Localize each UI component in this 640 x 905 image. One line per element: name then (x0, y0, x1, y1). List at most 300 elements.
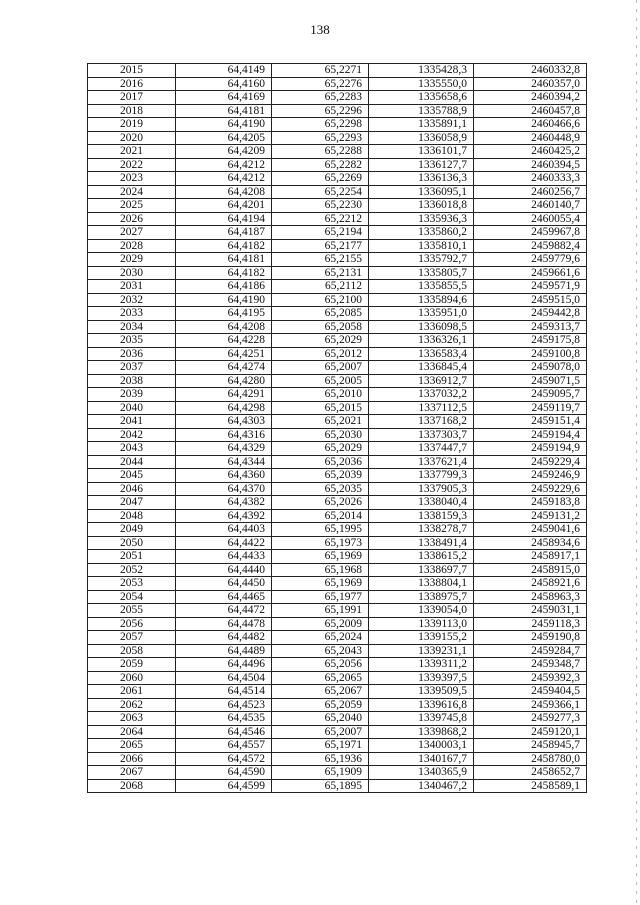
year-cell: 2065 (88, 739, 176, 753)
year-cell: 2045 (88, 469, 176, 483)
value-b-cell: 65,2065 (272, 671, 369, 685)
year-cell: 2021 (88, 145, 176, 159)
year-cell: 2024 (88, 185, 176, 199)
value-b-cell: 65,2030 (272, 428, 369, 442)
table-row (88, 158, 587, 172)
value-d-cell: 2458945,7 (474, 739, 587, 753)
value-c-cell: 1338615,2 (369, 550, 474, 564)
value-d-cell: 2459246,9 (474, 469, 587, 483)
value-c-cell: 1337303,7 (369, 428, 474, 442)
value-b-cell: 65,2283 (272, 91, 369, 105)
year-cell: 2016 (88, 77, 176, 91)
value-b-cell: 65,1995 (272, 523, 369, 537)
value-d-cell: 2459041,6 (474, 523, 587, 537)
value-a-cell: 64,4149 (176, 64, 272, 78)
value-a-cell: 64,4392 (176, 509, 272, 523)
value-b-cell: 65,2177 (272, 239, 369, 253)
value-c-cell: 1340467,2 (369, 779, 474, 793)
value-d-cell: 2459515,0 (474, 293, 587, 307)
value-a-cell: 64,4557 (176, 739, 272, 753)
table-row (88, 266, 587, 280)
year-cell: 2050 (88, 536, 176, 550)
value-c-cell: 1335936,3 (369, 212, 474, 226)
value-d-cell: 2460466,6 (474, 118, 587, 132)
year-cell: 2054 (88, 590, 176, 604)
value-c-cell: 1338278,7 (369, 523, 474, 537)
value-b-cell: 65,2059 (272, 698, 369, 712)
value-c-cell: 1338804,1 (369, 577, 474, 591)
year-cell: 2031 (88, 280, 176, 294)
value-c-cell: 1337447,7 (369, 442, 474, 456)
value-a-cell: 64,4535 (176, 712, 272, 726)
year-cell: 2030 (88, 266, 176, 280)
value-a-cell: 64,4514 (176, 685, 272, 699)
value-a-cell: 64,4274 (176, 361, 272, 375)
value-d-cell: 2459194,9 (474, 442, 587, 456)
value-b-cell: 65,2029 (272, 334, 369, 348)
value-a-cell: 64,4572 (176, 752, 272, 766)
value-d-cell: 2459277,3 (474, 712, 587, 726)
value-d-cell: 2460332,8 (474, 64, 587, 78)
value-d-cell: 2458589,1 (474, 779, 587, 793)
year-cell: 2040 (88, 401, 176, 415)
value-a-cell: 64,4433 (176, 550, 272, 564)
value-a-cell: 64,4205 (176, 131, 272, 145)
value-b-cell: 65,2040 (272, 712, 369, 726)
value-b-cell: 65,2026 (272, 496, 369, 510)
value-a-cell: 64,4194 (176, 212, 272, 226)
value-a-cell: 64,4422 (176, 536, 272, 550)
value-a-cell: 64,4440 (176, 563, 272, 577)
value-a-cell: 64,4182 (176, 266, 272, 280)
value-b-cell: 65,1909 (272, 766, 369, 780)
year-cell: 2015 (88, 64, 176, 78)
table-row (88, 631, 587, 645)
year-cell: 2056 (88, 617, 176, 631)
page-number: 138 (310, 22, 330, 37)
value-a-cell: 64,4181 (176, 253, 272, 267)
value-b-cell: 65,1991 (272, 604, 369, 618)
value-a-cell: 64,4450 (176, 577, 272, 591)
table-row (88, 644, 587, 658)
table-row (88, 536, 587, 550)
value-c-cell: 1340365,9 (369, 766, 474, 780)
value-b-cell: 65,2067 (272, 685, 369, 699)
value-d-cell: 2459442,8 (474, 307, 587, 321)
table-row (88, 185, 587, 199)
value-a-cell: 64,4209 (176, 145, 272, 159)
value-d-cell: 2460394,5 (474, 158, 587, 172)
value-c-cell: 1336101,7 (369, 145, 474, 159)
table-row (88, 577, 587, 591)
value-d-cell: 2460256,7 (474, 185, 587, 199)
year-cell: 2017 (88, 91, 176, 105)
value-a-cell: 64,4316 (176, 428, 272, 442)
value-b-cell: 65,2269 (272, 172, 369, 186)
year-cell: 2063 (88, 712, 176, 726)
value-b-cell: 65,2276 (272, 77, 369, 91)
table-row (88, 293, 587, 307)
year-cell: 2039 (88, 388, 176, 402)
value-d-cell: 2459095,7 (474, 388, 587, 402)
value-d-cell: 2460425,2 (474, 145, 587, 159)
value-a-cell: 64,4329 (176, 442, 272, 456)
value-c-cell: 1337168,2 (369, 415, 474, 429)
value-c-cell: 1335428,3 (369, 64, 474, 78)
table-row (88, 118, 587, 132)
year-cell: 2061 (88, 685, 176, 699)
table-row (88, 455, 587, 469)
year-cell: 2026 (88, 212, 176, 226)
value-a-cell: 64,4228 (176, 334, 272, 348)
table-row (88, 172, 587, 186)
year-cell: 2028 (88, 239, 176, 253)
table-row (88, 604, 587, 618)
value-d-cell: 2459313,7 (474, 320, 587, 334)
value-b-cell: 65,2131 (272, 266, 369, 280)
year-cell: 2035 (88, 334, 176, 348)
value-d-cell: 2459151,4 (474, 415, 587, 429)
value-b-cell: 65,2009 (272, 617, 369, 631)
value-b-cell: 65,2194 (272, 226, 369, 240)
table-row (88, 361, 587, 375)
value-b-cell: 65,2271 (272, 64, 369, 78)
year-cell: 2062 (88, 698, 176, 712)
value-c-cell: 1339509,5 (369, 685, 474, 699)
table-row (88, 64, 587, 78)
year-cell: 2060 (88, 671, 176, 685)
table-row (88, 334, 587, 348)
table-row (88, 91, 587, 105)
value-d-cell: 2459131,2 (474, 509, 587, 523)
value-a-cell: 64,4291 (176, 388, 272, 402)
value-d-cell: 2459175,8 (474, 334, 587, 348)
value-b-cell: 65,1971 (272, 739, 369, 753)
table-row (88, 590, 587, 604)
value-d-cell: 2459194,4 (474, 428, 587, 442)
value-a-cell: 64,4212 (176, 158, 272, 172)
value-a-cell: 64,4169 (176, 91, 272, 105)
value-c-cell: 1337112,5 (369, 401, 474, 415)
value-c-cell: 1339231,1 (369, 644, 474, 658)
value-a-cell: 64,4504 (176, 671, 272, 685)
value-b-cell: 65,2212 (272, 212, 369, 226)
value-d-cell: 2460140,7 (474, 199, 587, 213)
year-cell: 2058 (88, 644, 176, 658)
value-c-cell: 1335550,0 (369, 77, 474, 91)
value-c-cell: 1336912,7 (369, 374, 474, 388)
year-cell: 2027 (88, 226, 176, 240)
table-row (88, 374, 587, 388)
value-b-cell: 65,2293 (272, 131, 369, 145)
value-a-cell: 64,4465 (176, 590, 272, 604)
value-b-cell: 65,2100 (272, 293, 369, 307)
value-b-cell: 65,2007 (272, 725, 369, 739)
value-c-cell: 1335951,0 (369, 307, 474, 321)
table-body (88, 64, 587, 793)
value-c-cell: 1337032,2 (369, 388, 474, 402)
value-d-cell: 2458921,6 (474, 577, 587, 591)
value-d-cell: 2458915,0 (474, 563, 587, 577)
value-a-cell: 64,4190 (176, 118, 272, 132)
value-a-cell: 64,4303 (176, 415, 272, 429)
value-d-cell: 2459119,7 (474, 401, 587, 415)
value-c-cell: 1335792,7 (369, 253, 474, 267)
table-row (88, 739, 587, 753)
table-row (88, 712, 587, 726)
value-d-cell: 2460055,4 (474, 212, 587, 226)
table-row (88, 280, 587, 294)
value-b-cell: 65,2230 (272, 199, 369, 213)
year-cell: 2043 (88, 442, 176, 456)
table-row (88, 226, 587, 240)
year-cell: 2049 (88, 523, 176, 537)
table-row (88, 766, 587, 780)
value-c-cell: 1336095,1 (369, 185, 474, 199)
value-c-cell: 1338159,3 (369, 509, 474, 523)
value-c-cell: 1339616,8 (369, 698, 474, 712)
year-cell: 2053 (88, 577, 176, 591)
value-a-cell: 64,4208 (176, 320, 272, 334)
value-a-cell: 64,4360 (176, 469, 272, 483)
table-row (88, 104, 587, 118)
value-c-cell: 1338040,4 (369, 496, 474, 510)
value-c-cell: 1338975,7 (369, 590, 474, 604)
value-c-cell: 1336127,7 (369, 158, 474, 172)
table-row (88, 698, 587, 712)
table-row (88, 77, 587, 91)
value-c-cell: 1338491,4 (369, 536, 474, 550)
year-cell: 2022 (88, 158, 176, 172)
year-cell: 2057 (88, 631, 176, 645)
value-a-cell: 64,4182 (176, 239, 272, 253)
year-cell: 2059 (88, 658, 176, 672)
value-b-cell: 65,2015 (272, 401, 369, 415)
table-row (88, 509, 587, 523)
year-cell: 2036 (88, 347, 176, 361)
value-a-cell: 64,4201 (176, 199, 272, 213)
value-b-cell: 65,1977 (272, 590, 369, 604)
value-a-cell: 64,4482 (176, 631, 272, 645)
value-c-cell: 1339155,2 (369, 631, 474, 645)
value-d-cell: 2459118,3 (474, 617, 587, 631)
value-b-cell: 65,2282 (272, 158, 369, 172)
value-a-cell: 64,4599 (176, 779, 272, 793)
value-a-cell: 64,4489 (176, 644, 272, 658)
value-d-cell: 2459779,6 (474, 253, 587, 267)
year-cell: 2044 (88, 455, 176, 469)
value-b-cell: 65,2010 (272, 388, 369, 402)
table-row (88, 752, 587, 766)
value-a-cell: 64,4181 (176, 104, 272, 118)
table-row (88, 307, 587, 321)
value-a-cell: 64,4187 (176, 226, 272, 240)
table-row (88, 482, 587, 496)
value-c-cell: 1337905,3 (369, 482, 474, 496)
value-d-cell: 2459882,4 (474, 239, 587, 253)
year-cell: 2018 (88, 104, 176, 118)
value-d-cell: 2459229,4 (474, 455, 587, 469)
value-d-cell: 2459967,8 (474, 226, 587, 240)
value-d-cell: 2459229,6 (474, 482, 587, 496)
table-row (88, 496, 587, 510)
year-cell: 2020 (88, 131, 176, 145)
value-c-cell: 1339745,8 (369, 712, 474, 726)
table-row (88, 212, 587, 226)
value-a-cell: 64,4496 (176, 658, 272, 672)
value-d-cell: 2459404,5 (474, 685, 587, 699)
value-b-cell: 65,2005 (272, 374, 369, 388)
table-row (88, 442, 587, 456)
value-a-cell: 64,4523 (176, 698, 272, 712)
year-cell: 2019 (88, 118, 176, 132)
value-d-cell: 2459348,7 (474, 658, 587, 672)
value-a-cell: 64,4382 (176, 496, 272, 510)
value-b-cell: 65,2007 (272, 361, 369, 375)
value-a-cell: 64,4472 (176, 604, 272, 618)
value-c-cell: 1336326,1 (369, 334, 474, 348)
year-cell: 2033 (88, 307, 176, 321)
year-cell: 2029 (88, 253, 176, 267)
value-d-cell: 2459031,1 (474, 604, 587, 618)
value-b-cell: 65,2254 (272, 185, 369, 199)
value-c-cell: 1335788,9 (369, 104, 474, 118)
value-b-cell: 65,2029 (272, 442, 369, 456)
value-d-cell: 2458780,0 (474, 752, 587, 766)
value-b-cell: 65,2014 (272, 509, 369, 523)
value-b-cell: 65,2035 (272, 482, 369, 496)
value-d-cell: 2459183,8 (474, 496, 587, 510)
value-c-cell: 1336058,9 (369, 131, 474, 145)
table-row (88, 550, 587, 564)
value-d-cell: 2458963,3 (474, 590, 587, 604)
table-row (88, 131, 587, 145)
table-row (88, 145, 587, 159)
value-b-cell: 65,2058 (272, 320, 369, 334)
year-cell: 2025 (88, 199, 176, 213)
value-b-cell: 65,2085 (272, 307, 369, 321)
value-a-cell: 64,4344 (176, 455, 272, 469)
table-row (88, 428, 587, 442)
value-d-cell: 2460333,3 (474, 172, 587, 186)
value-d-cell: 2458934,6 (474, 536, 587, 550)
year-cell: 2032 (88, 293, 176, 307)
value-c-cell: 1336098,5 (369, 320, 474, 334)
value-c-cell: 1339868,2 (369, 725, 474, 739)
value-c-cell: 1335891,1 (369, 118, 474, 132)
table-row (88, 347, 587, 361)
table-row (88, 199, 587, 213)
value-c-cell: 1339311,2 (369, 658, 474, 672)
value-a-cell: 64,4590 (176, 766, 272, 780)
value-c-cell: 1336583,4 (369, 347, 474, 361)
year-cell: 2055 (88, 604, 176, 618)
value-b-cell: 65,1969 (272, 577, 369, 591)
year-cell: 2048 (88, 509, 176, 523)
year-cell: 2023 (88, 172, 176, 186)
value-a-cell: 64,4208 (176, 185, 272, 199)
value-b-cell: 65,2024 (272, 631, 369, 645)
value-b-cell: 65,1895 (272, 779, 369, 793)
value-d-cell: 2458917,1 (474, 550, 587, 564)
table-row (88, 685, 587, 699)
year-cell: 2068 (88, 779, 176, 793)
value-c-cell: 1337621,4 (369, 455, 474, 469)
table-row (88, 253, 587, 267)
year-cell: 2046 (88, 482, 176, 496)
value-c-cell: 1336136,3 (369, 172, 474, 186)
value-a-cell: 64,4190 (176, 293, 272, 307)
table-row (88, 658, 587, 672)
value-c-cell: 1337799,3 (369, 469, 474, 483)
value-a-cell: 64,4478 (176, 617, 272, 631)
year-cell: 2042 (88, 428, 176, 442)
value-b-cell: 65,2155 (272, 253, 369, 267)
value-a-cell: 64,4403 (176, 523, 272, 537)
value-d-cell: 2459078,0 (474, 361, 587, 375)
value-a-cell: 64,4298 (176, 401, 272, 415)
year-cell: 2034 (88, 320, 176, 334)
table-row (88, 388, 587, 402)
value-a-cell: 64,4195 (176, 307, 272, 321)
year-cell: 2067 (88, 766, 176, 780)
value-a-cell: 64,4280 (176, 374, 272, 388)
value-d-cell: 2458652,7 (474, 766, 587, 780)
value-a-cell: 64,4370 (176, 482, 272, 496)
year-cell: 2064 (88, 725, 176, 739)
value-b-cell: 65,2112 (272, 280, 369, 294)
value-c-cell: 1335855,5 (369, 280, 474, 294)
value-b-cell: 65,2298 (272, 118, 369, 132)
year-cell: 2051 (88, 550, 176, 564)
value-d-cell: 2459284,7 (474, 644, 587, 658)
value-d-cell: 2459100,8 (474, 347, 587, 361)
value-d-cell: 2460394,2 (474, 91, 587, 105)
value-a-cell: 64,4251 (176, 347, 272, 361)
value-d-cell: 2459571,9 (474, 280, 587, 294)
value-c-cell: 1338697,7 (369, 563, 474, 577)
scan-edge-mark (636, 0, 637, 905)
table-row (88, 725, 587, 739)
value-c-cell: 1335805,7 (369, 266, 474, 280)
year-cell: 2041 (88, 415, 176, 429)
value-a-cell: 64,4212 (176, 172, 272, 186)
value-c-cell: 1339397,5 (369, 671, 474, 685)
table-row (88, 523, 587, 537)
table-row (88, 617, 587, 631)
value-a-cell: 64,4186 (176, 280, 272, 294)
data-table (87, 63, 587, 793)
value-b-cell: 65,2296 (272, 104, 369, 118)
value-b-cell: 65,2288 (272, 145, 369, 159)
value-c-cell: 1335894,6 (369, 293, 474, 307)
table-row (88, 415, 587, 429)
year-cell: 2047 (88, 496, 176, 510)
value-d-cell: 2459366,1 (474, 698, 587, 712)
table-row (88, 779, 587, 793)
value-c-cell: 1336018,8 (369, 199, 474, 213)
value-b-cell: 65,2039 (272, 469, 369, 483)
value-c-cell: 1336845,4 (369, 361, 474, 375)
value-d-cell: 2460357,0 (474, 77, 587, 91)
value-c-cell: 1339113,0 (369, 617, 474, 631)
value-a-cell: 64,4546 (176, 725, 272, 739)
value-c-cell: 1340167,7 (369, 752, 474, 766)
table-row (88, 239, 587, 253)
value-c-cell: 1339054,0 (369, 604, 474, 618)
year-cell: 2038 (88, 374, 176, 388)
value-d-cell: 2459392,3 (474, 671, 587, 685)
